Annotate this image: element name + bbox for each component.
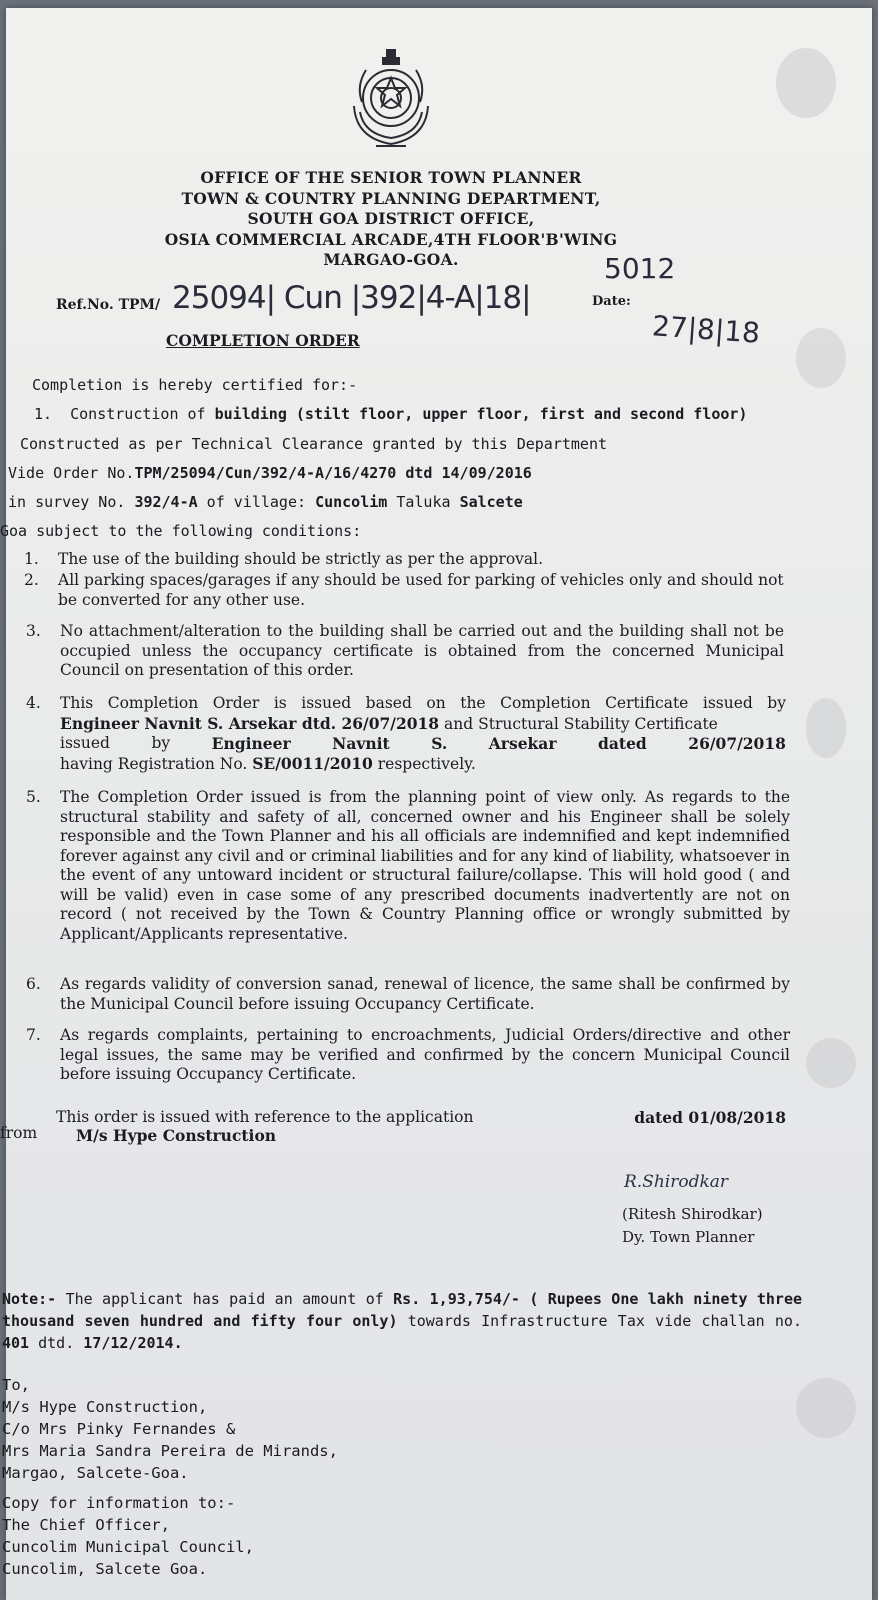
item-1-line [34,405,747,423]
date-label: Date: [592,294,631,309]
item-description: building (stilt floor, upper floor, first and second floor) [214,405,748,423]
survey-taluka: Salcete [459,493,523,511]
speck [796,328,846,388]
speck [796,1378,856,1438]
speck [806,1038,856,1088]
condition-4 [26,694,786,774]
note-paragraph [2,1288,802,1354]
note-date: 17/12/2014. [83,1334,183,1352]
copy-line-2: The Chief Officer, [2,1516,170,1534]
ref-number-handwritten: 5012 [604,252,676,285]
condition-5-text: The Completion Order issued is from the planning point of view only. As regards to the structural stability and safety of all, concerned owner and his Engineer shall be solely responsible and the Town Planner and his all officials are indemnified and kept indemnified forever against any civil and or criminal liabilities and for any kind of liability, whatsoever in the event of any untoward incident or structural failure/collapse. This will hold good ( and will be valid) even in case some of any prescribed documents inadvertently are not on record ( not received by the Town & Country Planning office or wrongly submitted by Applicant/Applicants representative. [60,788,790,943]
c4-reg-number: SE/0011/2010 [252,753,373,773]
note-label: Note:- [2,1290,57,1308]
signatory-designation: Dy. Town Planner [622,1228,755,1246]
survey-taluka-label: Taluka [387,493,460,511]
condition-4-structural: and Structural Stability Certificate [439,714,718,733]
application-date: dated 01/08/2018 [634,1108,786,1127]
condition-6-text: As regards validity of conversion sanad, renewal of licence, the same shall be confirmed by the Municipal Council before issuing Occupancy Certificate. [60,975,790,1013]
condition-7-text: As regards complaints, pertaining to encroachments, Judicial Orders/directive and other legal issues, the same may be verified and confirmed by the concern Municipal Council before issuing Occupancy Certificate. [60,1026,790,1083]
address-line-1: To, [2,1376,30,1394]
address-line-4: Mrs Maria Sandra Pereira de Mirands, [2,1442,338,1460]
condition-1 [24,550,774,570]
survey-number: 392/4-A [134,493,198,511]
vide-order-line [8,464,532,482]
header-line-2: TOWN & COUNTRY PLANNING DEPARTMENT, [181,188,601,208]
ref-handwritten: 25094| Cun |392|4-A|18| [172,280,531,316]
condition-3 [26,622,784,681]
copy-line-4: Cuncolim, Salcete Goa. [2,1560,208,1578]
condition-3-number: 3. [26,622,41,640]
reference-text: This order is issued with reference to the application [56,1108,474,1126]
condition-5-number: 5. [26,788,41,806]
c4-dated: dated [598,734,647,753]
c4-name-3: Arsekar [488,734,557,753]
speck [806,698,846,758]
condition-4-number: 4. [26,694,41,712]
condition-4-line-1: This Completion Order is issued based on the Completion Certificate issued by [60,694,786,712]
vide-prefix: Vide Order No. [8,464,135,482]
note-text-1: The applicant has paid an amount of [56,1290,394,1308]
condition-4-engineer: Engineer Navnit S. Arsekar dtd. 26/07/2018 [60,713,440,733]
signature-scribble: R.Shirodkar [624,1172,729,1192]
header-line-4: OSIA COMMERCIAL ARCADE,4TH FLOOR'B'WING [164,229,618,249]
item-number: 1. [34,405,53,423]
survey-village-label: of village: [197,493,316,511]
survey-village: Cuncolim [315,493,388,511]
condition-4-line-4 [60,754,786,775]
copy-line-1: Copy for information to:- [2,1494,236,1512]
signatory-name: (Ritesh Shirodkar) [622,1205,763,1223]
c4-by: by [151,734,171,752]
c4-engineer: Engineer [211,734,291,753]
header-line-3: SOUTH GOA DISTRICT OFFICE, [247,209,535,228]
goa-subject-line: Goa subject to the following conditions: [0,522,362,540]
condition-2-text: All parking spaces/garages if any should be used for parking of vehicles only and should not be converted for any other use. [58,571,784,609]
header-line-5: MARGAO-GOA. [323,250,459,269]
note-challan: 401 [2,1334,30,1352]
condition-2 [24,571,784,610]
c4-name-1: Navnit [332,734,390,753]
note-amount: Rs. 1,93,754/- ( Rupees One lakh ninety three thousand seven hundred and fifty four only) [2,1290,803,1330]
from-label: from [0,1124,38,1142]
condition-2-number: 2. [24,571,39,589]
survey-line [8,493,523,511]
address-line-3: C/o Mrs Pinky Fernandes & [2,1420,236,1438]
copy-to-block [2,1492,422,1580]
condition-7-number: 7. [26,1026,41,1044]
c4-name-2: S. [431,734,448,753]
speck [776,48,836,118]
address-block [2,1374,422,1484]
condition-4-line-2 [60,714,786,735]
note-text-3: dtd. [29,1334,84,1352]
vide-order-number: TPM/25094/Cun/392/4-A/16/4270 dtd 14/09/2016 [134,464,532,482]
document-page [0,8,872,1600]
date-handwritten: 27|8|18 [650,309,761,350]
state-emblem-icon [346,46,436,156]
document-title: COMPLETION ORDER [166,331,360,350]
item-prefix: Construction of [70,405,215,423]
condition-6 [26,975,790,1014]
c4-reg-prefix: having Registration No. [60,754,253,773]
condition-5 [26,788,790,944]
note-text-2: towards Infrastructure Tax vide challan no. [397,1312,802,1330]
condition-4-line-3 [60,734,786,754]
office-header [156,168,626,271]
c4-date: 26/07/2018 [688,734,786,753]
survey-prefix: in survey No. [8,493,135,511]
ref-label: Ref.No. TPM/ [56,297,161,313]
copy-line-3: Cuncolim Municipal Council, [2,1538,254,1556]
condition-1-number: 1. [24,550,39,568]
c4-issued: issued [60,734,110,752]
reference-paragraph-line-1 [56,1108,786,1128]
header-line-1: OFFICE OF THE SENIOR TOWN PLANNER [200,168,582,187]
certified-line: Completion is hereby certified for:- [32,376,358,394]
condition-7 [26,1026,790,1085]
applicant-name: M/s Hype Construction [76,1126,277,1145]
constructed-line: Constructed as per Technical Clearance granted by this Department [20,435,607,453]
address-line-5: Margao, Salcete-Goa. [2,1464,189,1482]
condition-1-text: The use of the building should be strictly as per the approval. [58,550,544,568]
condition-6-number: 6. [26,975,41,993]
condition-3-text: No attachment/alteration to the building shall be carried out and the building shall not be occupied unless the occupancy certificate is obtained from the concerned Municipal Council on presentation of this order. [60,622,784,679]
address-line-2: M/s Hype Construction, [2,1398,208,1416]
c4-reg-suffix: respectively. [372,754,476,773]
